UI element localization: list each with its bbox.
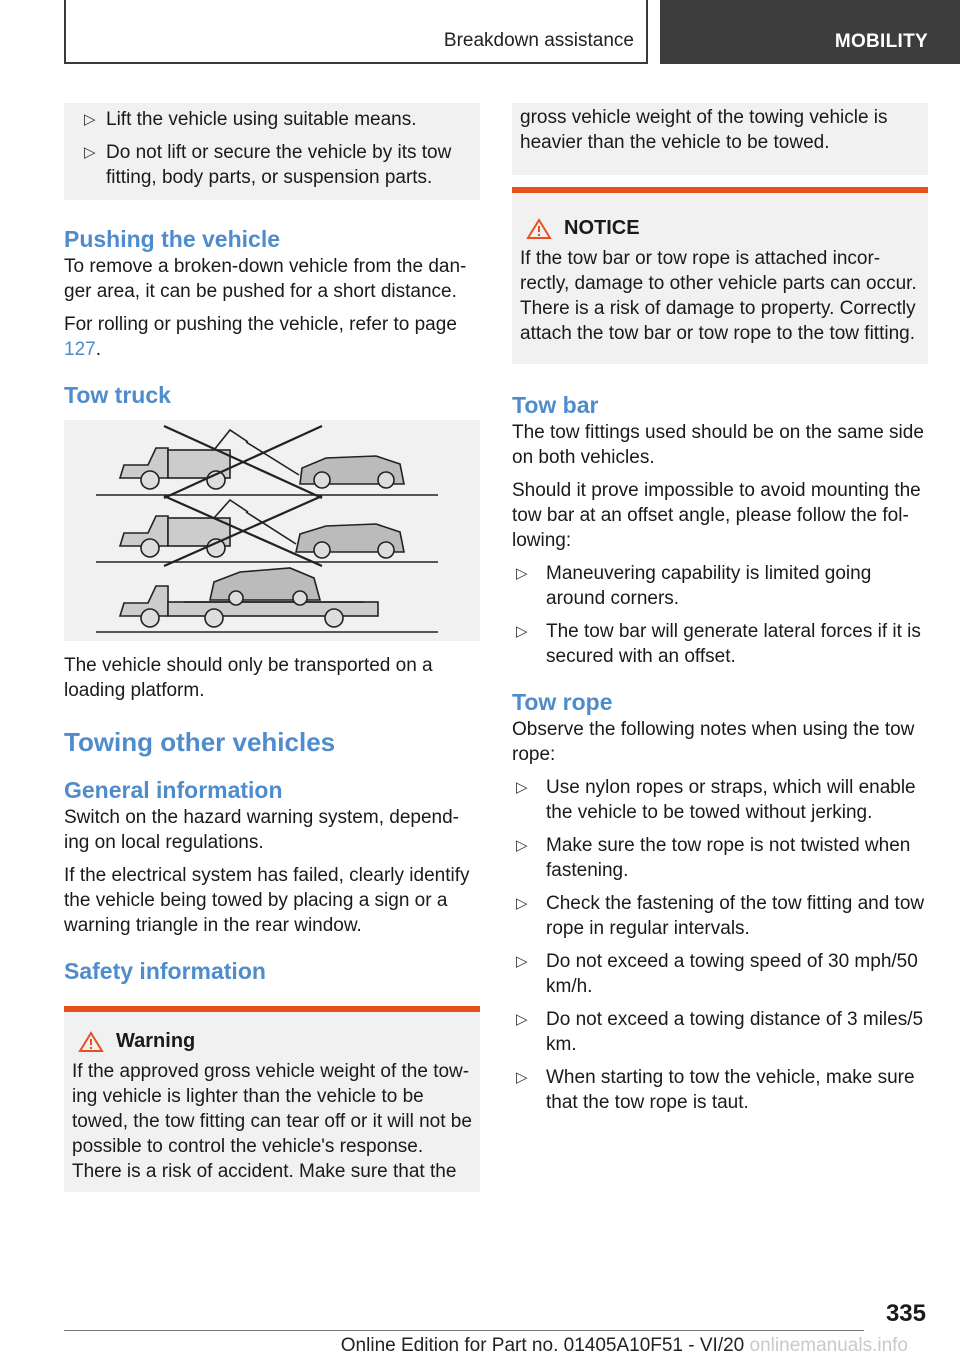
triangle-bullet-icon: ▷ <box>516 779 528 796</box>
list-item: ▷ Do not exceed a towing speed of 30 mph/50 km/h. <box>516 951 918 997</box>
pushing-reference-paragraph: For rolling or pushing the vehicle, refer to page 127. <box>64 314 457 360</box>
list-item: ▷ Make sure the tow rope is not twisted when fastening. <box>516 835 911 881</box>
heading-tow-rope: Tow rope <box>512 689 613 715</box>
triangle-bullet-icon: ▷ <box>516 623 528 640</box>
warning-header <box>72 1012 472 1059</box>
warning-text: If the approved gross vehicle weight of the tow- ing vehicle is lighter than the vehicle to be towed, the tow fitting can tear off or it will not be possible to control the vehicle's response. There is a risk of accident. Make sure that the <box>72 1061 472 1182</box>
heading-pushing-vehicle: Pushing the vehicle <box>64 226 280 252</box>
watermark-text: onlinemanuals.info <box>749 1335 908 1356</box>
triangle-bullet-icon: ▷ <box>516 1011 528 1028</box>
pushing-paragraph: To remove a broken-down vehicle from the dan- ger area, it can be pushed for a short distance. <box>64 256 467 302</box>
warning-title: Warning <box>116 1030 196 1052</box>
tow-truck-diagram <box>64 420 480 641</box>
header-chapter-tab <box>660 0 960 64</box>
warning-triangle-icon <box>526 218 552 240</box>
heading-tow-truck: Tow truck <box>64 382 171 408</box>
heading-tow-bar: Tow bar <box>512 392 599 418</box>
general-paragraph-2: If the electrical system has failed, clearly identify the vehicle being towed by placing a sign or a warning triangle in the rear window. <box>64 865 470 936</box>
triangle-bullet-icon: ▷ <box>516 895 528 912</box>
header-section-title: Breakdown assistance <box>443 30 634 51</box>
tow-truck-illustration <box>64 420 480 641</box>
list-item: ▷ Do not exceed a towing distance of 3 miles/5 km. <box>516 1009 924 1055</box>
heading-safety-information: Safety information <box>64 958 266 984</box>
footer-divider <box>64 1330 864 1331</box>
warning-triangle-icon <box>78 1031 104 1053</box>
list-item: ▷ Use nylon ropes or straps, which will enable the vehicle to be towed without jerking. <box>516 777 916 823</box>
triangle-bullet-icon: ▷ <box>516 565 528 582</box>
list-item: ▷ When starting to tow the vehicle, make sure that the tow rope is taut. <box>516 1067 915 1113</box>
page-link[interactable]: 127 <box>64 339 96 360</box>
notice-text: If the tow bar or tow rope is attached incor- rectly, damage to other vehicle parts can occur. There is a risk of damage to property. Correctly attach the tow bar or tow rope to the tow fitting. <box>520 248 917 344</box>
triangle-bullet-icon: ▷ <box>516 953 528 970</box>
warning-box <box>64 1006 480 1192</box>
list-item: ▷ Check the fastening of the tow fitting and tow rope in regular intervals. <box>516 893 925 939</box>
list-item: ▷ Lift the vehicle using suitable means. <box>84 109 417 130</box>
notice-title: NOTICE <box>564 217 640 239</box>
triangle-bullet-icon: ▷ <box>516 837 528 854</box>
heading-towing-other-vehicles: Towing other vehicles <box>64 727 336 757</box>
triangle-bullet-icon: ▷ <box>84 144 96 161</box>
lift-bullets-box <box>64 103 480 200</box>
tow-truck-caption: The vehicle should only be transported on a loading platform. <box>64 655 433 701</box>
list-item: ▷ Maneuvering capability is limited going around corners. <box>516 563 872 609</box>
tow-rope-paragraph: Observe the following notes when using the tow rope: <box>512 719 915 765</box>
general-paragraph-1: Switch on the hazard warning system, depend- ing on local regulations. <box>64 807 459 853</box>
notice-header <box>520 193 920 246</box>
warning-continuation-box <box>512 103 928 175</box>
list-item: ▷ The tow bar will generate lateral forces if it is secured with an offset. <box>516 621 921 667</box>
tow-bar-paragraph-2: Should it prove impossible to avoid mounting the tow bar at an offset angle, please follow the fol- lowing: <box>512 480 921 551</box>
header-section-tab <box>64 0 648 64</box>
warning-continuation-text: gross vehicle weight of the towing vehicle is heavier than the vehicle to be towed. <box>520 107 888 153</box>
footer-edition <box>0 1335 908 1357</box>
tow-bar-paragraph-1: The tow fittings used should be on the same side on both vehicles. <box>512 422 924 468</box>
header-chapter-title: MOBILITY <box>834 31 928 52</box>
triangle-bullet-icon: ▷ <box>516 1069 528 1086</box>
notice-box <box>512 187 928 364</box>
right-column <box>512 103 928 1123</box>
heading-general-information: General information <box>64 777 283 803</box>
list-item: ▷ Do not lift or secure the vehicle by its tow fitting, body parts, or suspension parts. <box>84 142 452 188</box>
triangle-bullet-icon: ▷ <box>84 111 96 128</box>
left-column <box>64 103 480 1192</box>
edition-text: Online Edition for Part no. 01405A10F51 - VI/20 <box>340 1335 745 1356</box>
page-number: 335 <box>885 1300 926 1327</box>
